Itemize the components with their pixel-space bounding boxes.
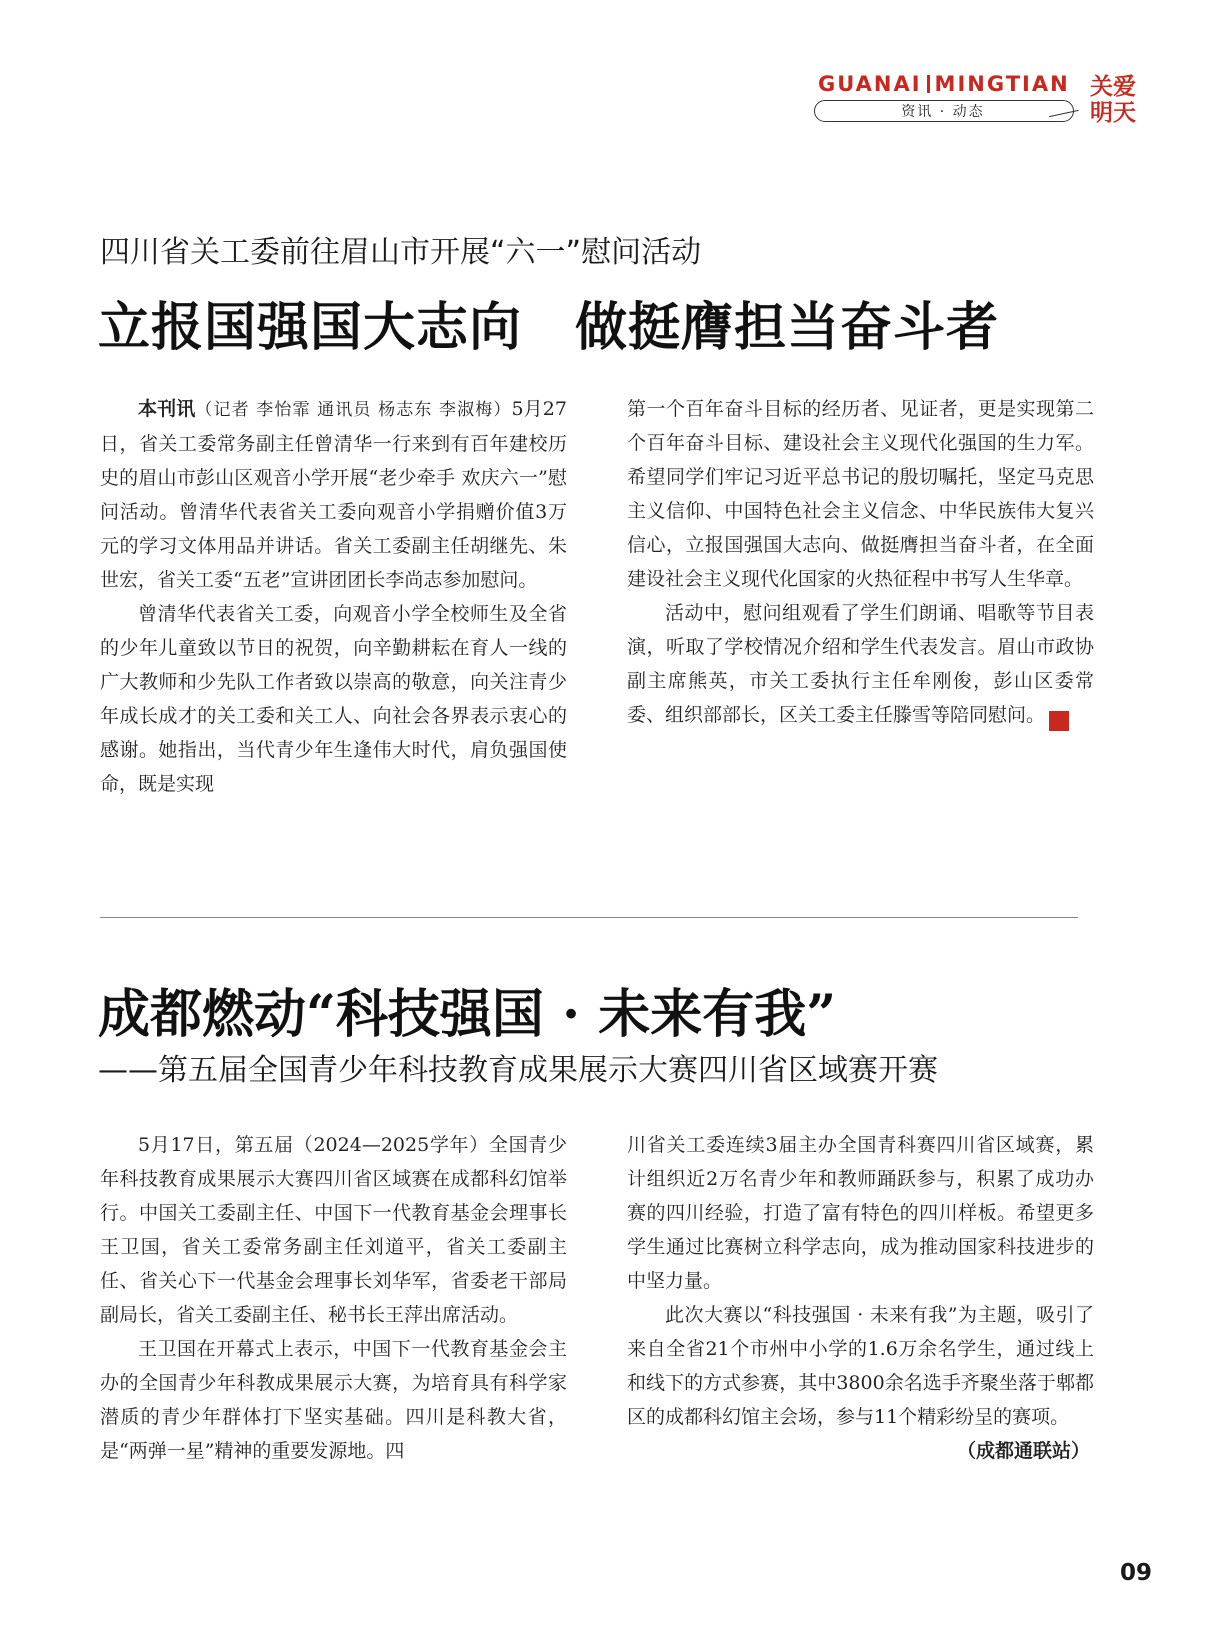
article1-subtitle: 四川省关工委前往眉山市开展“六一”慰问活动: [100, 235, 702, 270]
article2-column-left: [100, 1128, 567, 1468]
article1-paragraph: 曾清华代表省关工委，向观音小学全校师生及全省的少年儿童致以节日的祝贺，向辛勤耕耘在育人一线的广大教师和少先队工作者致以崇高的敬意，向关注青少年成长成才的关工委和关工人、向社会各界表示衷心的感谢。她指出，当代青少年生逢伟大时代，肩负强国使命，既是实现: [100, 603, 567, 795]
article1-paragraph-continued: 第一个百年奋斗目标的经历者、见证者，更是实现第二个百年奋斗目标、建设社会主义现代化强国的生力军。希望同学们牢记习近平总书记的殷切嘱托，坚定马克思主义信仰、中国特色社会主义信念、中华民族伟大复兴信心，立报国强国大志向、做挺膺担当奋斗者，在全面建设社会主义现代化国家的火热征程中书写人生华章。: [627, 398, 1094, 590]
page-number: 09: [1120, 1560, 1153, 1586]
article2-paragraph-continued: 川省关工委连续3届主办全国青科赛四川省区域赛，累计组织近2万名青少年和教师踊跃参与，积累了成功办赛的四川经验，打造了富有特色的四川样板。希望更多学生通过比赛树立科学志向，成为推动国家科技进步的中坚力量。: [627, 1134, 1094, 1292]
article2-paragraph: 此次大赛以“科技强国 · 未来有我”为主题，吸引了来自全省21个市州中小学的1.6万余名学生，通过线上和线下的方式参赛，其中3800余名选手齐聚坐落于郫都区的成都科幻馆主会场，参与11个精彩纷呈的赛项。: [627, 1304, 1094, 1428]
article1-title: 立报国强国大志向 做挺膺担当奋斗者: [98, 297, 1000, 358]
article2-column-right: [627, 1128, 1094, 1468]
section-tagline: 资讯 · 动态: [901, 104, 985, 120]
article2-subtitle: ——第五届全国青少年科技教育成果展示大赛四川省区域赛开赛: [98, 1053, 938, 1088]
article2-paragraph: 5月17日，第五届（2024—2025学年）全国青少年科技教育成果展示大赛四川省区域赛在成都科幻馆举行。中国关工委副主任、中国下一代教育基金会理事长王卫国，省关工委常务副主任刘道平，省关工委副主任、省关心下一代基金会理事长刘华军，省委老干部局副局长，省关工委副主任、秘书长王萍出席活动。: [100, 1134, 567, 1326]
article2-title: 成都燃动“科技强国 · 未来有我”: [98, 984, 837, 1045]
magazine-logo: 关爱 明天: [1090, 74, 1136, 126]
article1-byline-paragraph: 本刊讯（记者 李怡霏 通讯员 杨志东 李淑梅）5月27日，省关工委常务副主任曾清华一行来到有百年建校历史的眉山市彭山区观音小学开展“老少牵手 欢庆六一”慰问活动。曾清华代表省关工委向观音小学捐赠价值3万元的学习文体用品并讲话。省关工委副主任胡继先、朱世宏，省关工委“五老”宣讲团团长李尚志参加慰问。: [100, 398, 567, 591]
article1-column-left: [100, 392, 567, 801]
brand-wordmark: GUANAI MINGTIAN: [818, 72, 1070, 96]
article2-source: （成都通联站）: [956, 1440, 1090, 1462]
end-mark-icon: 关: [1049, 711, 1069, 731]
article2-paragraph: 王卫国在开幕式上表示，中国下一代教育基金会主办的全国青少年科教成果展示大赛，为培育具有科学家潜质的青少年群体打下坚实基础。四川是科教大省，是“两弹一星”精神的重要发源地。四: [100, 1338, 567, 1462]
article1-paragraph: 活动中，慰问组观看了学生们朗诵、唱歌等节目表演，听取了学校情况介绍和学生代表发言。眉山市政协副主席熊英，市关工委执行主任牟刚俊，彭山区委常委、组织部部长，区关工委主任滕雪等陪同慰问。 关: [627, 596, 1094, 732]
article1-column-right: [627, 392, 1101, 732]
article-divider: [100, 917, 1078, 918]
